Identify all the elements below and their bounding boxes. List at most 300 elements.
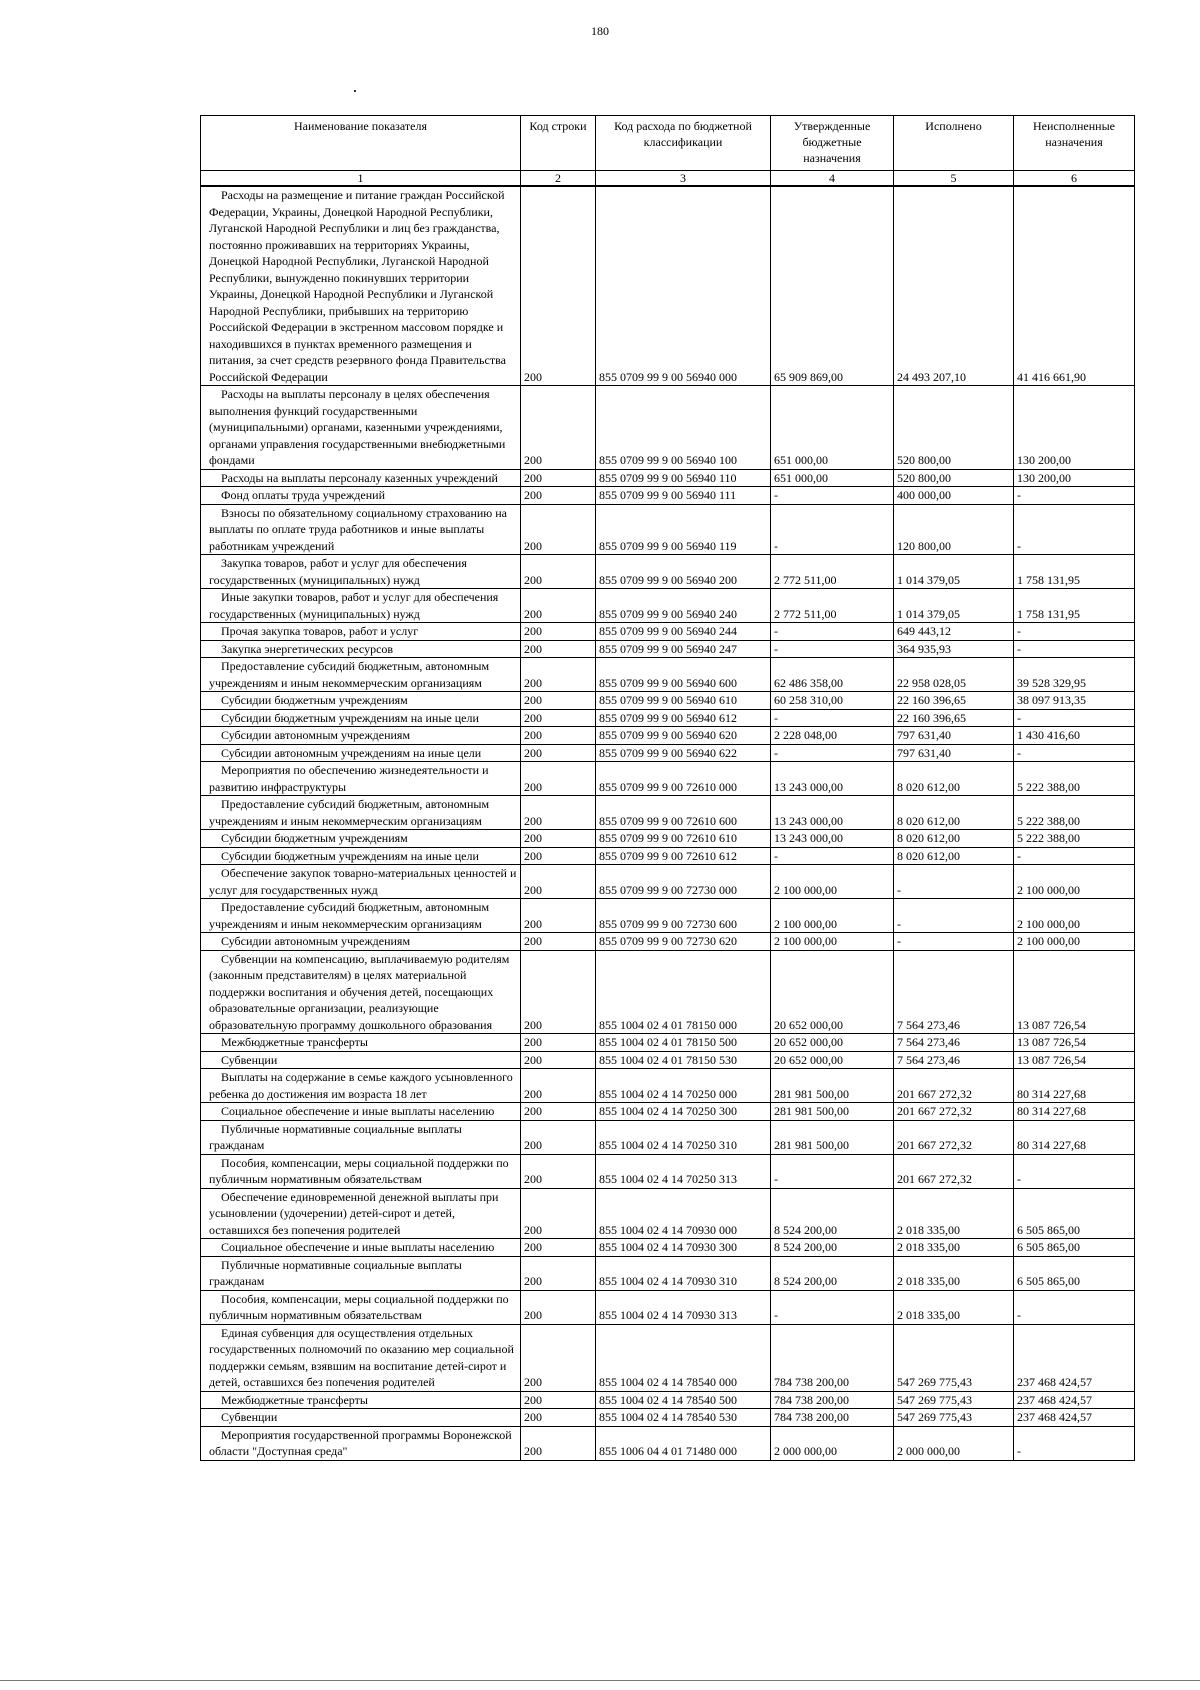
table-row (201, 847, 1135, 865)
row-executed-cell: 120 800,00 (894, 504, 1014, 555)
row-name-cell (201, 1290, 521, 1324)
row-budget-code-cell: 855 0709 99 9 00 56940 622 (596, 744, 771, 762)
row-executed-cell: 547 269 775,43 (894, 1409, 1014, 1427)
row-line-code-cell: 200 (521, 847, 596, 865)
row-budget-code-cell: 855 0709 99 9 00 56940 119 (596, 504, 771, 555)
column-header-approved: Утвержденные бюджетные назначения (771, 116, 894, 171)
row-name-cell (201, 1069, 521, 1103)
row-executed-cell: 22 958 028,05 (894, 658, 1014, 692)
table-row (201, 1069, 1135, 1103)
row-name-text: Предоставление субсидий бюджетным, автономным учреждениям и иным некоммерческим организациям (209, 797, 490, 828)
row-unexecuted-cell: - (1014, 709, 1135, 727)
row-line-code-cell: 200 (521, 1324, 596, 1391)
row-unexecuted-cell: - (1014, 744, 1135, 762)
row-name-cell (201, 692, 521, 710)
row-name-cell (201, 1188, 521, 1239)
row-line-code-cell: 200 (521, 1154, 596, 1188)
row-executed-cell: 7 564 273,46 (894, 950, 1014, 1034)
row-executed-cell: 8 020 612,00 (894, 847, 1014, 865)
row-unexecuted-cell: 80 314 227,68 (1014, 1103, 1135, 1121)
row-name-text: Закупка товаров, работ и услуг для обеспечения государственных (муниципальных) нужд (209, 556, 467, 587)
row-name-text: Публичные нормативные социальные выплаты гражданам (209, 1257, 462, 1288)
row-executed-cell: 2 018 335,00 (894, 1188, 1014, 1239)
row-approved-cell: - (771, 640, 894, 658)
row-executed-cell: 7 564 273,46 (894, 1034, 1014, 1052)
row-budget-code-cell: 855 0709 99 9 00 56940 244 (596, 623, 771, 641)
table-row (201, 1120, 1135, 1154)
scan-speck (354, 90, 356, 92)
row-line-code-cell: 200 (521, 865, 596, 899)
row-name-cell (201, 555, 521, 589)
table-row (201, 709, 1135, 727)
row-approved-cell: 651 000,00 (771, 386, 894, 470)
row-unexecuted-cell: 6 505 865,00 (1014, 1188, 1135, 1239)
row-line-code-cell: 200 (521, 1120, 596, 1154)
table-row (201, 504, 1135, 555)
row-unexecuted-cell: 41 416 661,90 (1014, 186, 1135, 386)
row-executed-cell: 364 935,93 (894, 640, 1014, 658)
row-approved-cell: 2 000 000,00 (771, 1426, 894, 1460)
row-name-text: Субсидии бюджетным учреждениям (221, 831, 408, 845)
row-executed-cell: 2 018 335,00 (894, 1290, 1014, 1324)
row-budget-code-cell: 855 0709 99 9 00 72610 600 (596, 796, 771, 830)
row-name-cell (201, 1034, 521, 1052)
row-executed-cell: 201 667 272,32 (894, 1103, 1014, 1121)
row-name-text: Субсидии автономным учреждениям (221, 728, 411, 742)
row-approved-cell: 784 738 200,00 (771, 1324, 894, 1391)
row-approved-cell: 784 738 200,00 (771, 1409, 894, 1427)
row-unexecuted-cell: 237 468 424,57 (1014, 1324, 1135, 1391)
row-budget-code-cell: 855 1006 04 4 01 71480 000 (596, 1426, 771, 1460)
row-executed-cell: 547 269 775,43 (894, 1391, 1014, 1409)
row-line-code-cell: 200 (521, 386, 596, 470)
row-line-code-cell: 200 (521, 1290, 596, 1324)
row-budget-code-cell: 855 1004 02 4 01 78150 500 (596, 1034, 771, 1052)
row-unexecuted-cell: 237 468 424,57 (1014, 1391, 1135, 1409)
row-budget-code-cell: 855 1004 02 4 14 70250 300 (596, 1103, 771, 1121)
row-name-text: Субсидии бюджетным учреждениям на иные цели (221, 710, 479, 725)
row-approved-cell: 20 652 000,00 (771, 1051, 894, 1069)
row-approved-cell: 2 100 000,00 (771, 933, 894, 951)
row-line-code-cell: 200 (521, 709, 596, 727)
row-budget-code-cell: 855 1004 02 4 14 70930 000 (596, 1188, 771, 1239)
table-row (201, 933, 1135, 951)
table-row (201, 1154, 1135, 1188)
row-unexecuted-cell: 237 468 424,57 (1014, 1409, 1135, 1427)
row-name-text: Субсидии автономным учреждениям (221, 934, 411, 948)
row-approved-cell: - (771, 709, 894, 727)
table-row (201, 950, 1135, 1034)
column-number: 4 (771, 171, 894, 187)
row-line-code-cell: 200 (521, 1069, 596, 1103)
row-name-cell (201, 899, 521, 933)
row-line-code-cell: 200 (521, 744, 596, 762)
row-executed-cell: 201 667 272,32 (894, 1120, 1014, 1154)
row-name-cell (201, 865, 521, 899)
row-executed-cell: 2 000 000,00 (894, 1426, 1014, 1460)
row-line-code-cell: 200 (521, 623, 596, 641)
row-name-text: Пособия, компенсации, меры социальной поддержки по публичным нормативным обязательствам (209, 1155, 509, 1186)
column-number: 2 (521, 171, 596, 187)
table-row (201, 744, 1135, 762)
row-name-text: Публичные нормативные социальные выплаты гражданам (209, 1121, 462, 1152)
row-name-text: Субсидии бюджетным учреждениям (221, 693, 408, 707)
row-unexecuted-cell: 1 430 416,60 (1014, 727, 1135, 745)
row-line-code-cell: 200 (521, 1034, 596, 1052)
table-row (201, 762, 1135, 796)
column-header-unexecuted: Неисполненные назначения (1014, 116, 1135, 171)
row-name-cell (201, 469, 521, 487)
row-executed-cell: 201 667 272,32 (894, 1154, 1014, 1188)
row-approved-cell: - (771, 744, 894, 762)
row-name-text: Расходы на выплаты персоналу в целях обеспечения выполнения функций государственными (муниципальными) органами, казенными учреждениями, органами управления государственными внебюджетными фондами (209, 387, 506, 467)
row-unexecuted-cell: - (1014, 1290, 1135, 1324)
row-executed-cell: 520 800,00 (894, 386, 1014, 470)
row-name-text: Субсидии автономным учреждениям на иные цели (221, 745, 482, 760)
row-approved-cell: 651 000,00 (771, 469, 894, 487)
row-line-code-cell: 200 (521, 1256, 596, 1290)
row-unexecuted-cell: 38 097 913,35 (1014, 692, 1135, 710)
row-approved-cell: 2 772 511,00 (771, 555, 894, 589)
row-unexecuted-cell: 1 758 131,95 (1014, 555, 1135, 589)
row-line-code-cell: 200 (521, 899, 596, 933)
row-name-text: Единая субвенция для осуществления отдельных государственных полномочий по оказанию мер социальной поддержки семьям, взявшим на воспитание детей-сирот и детей, оставшихся без попечения родителей (209, 1325, 514, 1389)
row-unexecuted-cell: 13 087 726,54 (1014, 1034, 1135, 1052)
row-executed-cell: 8 020 612,00 (894, 796, 1014, 830)
table-body (201, 186, 1135, 1460)
row-line-code-cell: 200 (521, 504, 596, 555)
row-unexecuted-cell: 13 087 726,54 (1014, 950, 1135, 1034)
row-unexecuted-cell: - (1014, 1426, 1135, 1460)
row-budget-code-cell: 855 0709 99 9 00 56940 100 (596, 386, 771, 470)
column-header-name: Наименование показателя (201, 116, 521, 171)
row-unexecuted-cell: - (1014, 847, 1135, 865)
row-unexecuted-cell: 80 314 227,68 (1014, 1120, 1135, 1154)
row-name-cell (201, 1256, 521, 1290)
table-row (201, 1034, 1135, 1052)
row-unexecuted-cell: 5 222 388,00 (1014, 762, 1135, 796)
row-executed-cell: 8 020 612,00 (894, 762, 1014, 796)
row-name-cell (201, 589, 521, 623)
row-budget-code-cell: 855 0709 99 9 00 72610 000 (596, 762, 771, 796)
table-row (201, 386, 1135, 470)
row-approved-cell: - (771, 504, 894, 555)
row-name-cell (201, 186, 521, 386)
column-header-executed: Исполнено (894, 116, 1014, 171)
column-number-row (201, 171, 1135, 187)
table-row (201, 589, 1135, 623)
row-approved-cell: 13 243 000,00 (771, 796, 894, 830)
row-unexecuted-cell: 2 100 000,00 (1014, 865, 1135, 899)
row-budget-code-cell: 855 1004 02 4 01 78150 530 (596, 1051, 771, 1069)
row-name-text: Мероприятия государственной программы Воронежской области "Доступная среда" (209, 1427, 512, 1458)
row-line-code-cell: 200 (521, 1051, 596, 1069)
row-name-cell (201, 1426, 521, 1460)
row-unexecuted-cell: 80 314 227,68 (1014, 1069, 1135, 1103)
row-budget-code-cell: 855 0709 99 9 00 56940 600 (596, 658, 771, 692)
row-budget-code-cell: 855 0709 99 9 00 56940 000 (596, 186, 771, 386)
row-unexecuted-cell: 5 222 388,00 (1014, 830, 1135, 848)
table-row (201, 865, 1135, 899)
table-row (201, 899, 1135, 933)
row-approved-cell: 20 652 000,00 (771, 1034, 894, 1052)
row-name-text: Мероприятия по обеспечению жизнедеятельности и развитию инфраструктуры (209, 763, 489, 794)
row-approved-cell: 8 524 200,00 (771, 1188, 894, 1239)
row-budget-code-cell: 855 1004 02 4 14 70250 313 (596, 1154, 771, 1188)
row-executed-cell: 1 014 379,05 (894, 555, 1014, 589)
table-row (201, 727, 1135, 745)
row-unexecuted-cell: - (1014, 623, 1135, 641)
row-line-code-cell: 200 (521, 487, 596, 505)
row-budget-code-cell: 855 0709 99 9 00 72610 610 (596, 830, 771, 848)
row-name-text: Субвенции (221, 1052, 278, 1067)
row-name-cell (201, 744, 521, 762)
row-line-code-cell: 200 (521, 469, 596, 487)
table-row (201, 1391, 1135, 1409)
row-name-cell (201, 1239, 521, 1257)
row-name-text: Расходы на выплаты персоналу казенных учреждений (221, 470, 498, 485)
table-row (201, 830, 1135, 848)
row-line-code-cell: 200 (521, 555, 596, 589)
row-approved-cell: 8 524 200,00 (771, 1256, 894, 1290)
row-name-text: Пособия, компенсации, меры социальной поддержки по публичным нормативным обязательствам (209, 1291, 509, 1322)
row-line-code-cell: 200 (521, 830, 596, 848)
row-line-code-cell: 200 (521, 1426, 596, 1460)
row-name-text: Иные закупки товаров, работ и услуг для обеспечения государственных (муниципальных) нужд (209, 590, 499, 621)
scan-edge-line (0, 1680, 1200, 1681)
row-approved-cell: 2 772 511,00 (771, 589, 894, 623)
row-approved-cell: 65 909 869,00 (771, 186, 894, 386)
row-line-code-cell: 200 (521, 933, 596, 951)
row-executed-cell: 201 667 272,32 (894, 1069, 1014, 1103)
table-row (201, 1256, 1135, 1290)
row-approved-cell: 281 981 500,00 (771, 1120, 894, 1154)
row-budget-code-cell: 855 0709 99 9 00 56940 111 (596, 487, 771, 505)
column-number: 3 (596, 171, 771, 187)
table-row (201, 658, 1135, 692)
row-executed-cell: 7 564 273,46 (894, 1051, 1014, 1069)
row-approved-cell: 8 524 200,00 (771, 1239, 894, 1257)
row-approved-cell: 60 258 310,00 (771, 692, 894, 710)
row-name-cell (201, 386, 521, 470)
row-executed-cell: 520 800,00 (894, 469, 1014, 487)
row-approved-cell: - (771, 1154, 894, 1188)
row-name-cell (201, 950, 521, 1034)
table-row (201, 623, 1135, 641)
row-budget-code-cell: 855 0709 99 9 00 56940 240 (596, 589, 771, 623)
row-approved-cell: - (771, 1290, 894, 1324)
row-line-code-cell: 200 (521, 1188, 596, 1239)
row-approved-cell: 13 243 000,00 (771, 830, 894, 848)
row-approved-cell: 20 652 000,00 (771, 950, 894, 1034)
column-number: 6 (1014, 171, 1135, 187)
row-approved-cell: 281 981 500,00 (771, 1069, 894, 1103)
row-budget-code-cell: 855 1004 02 4 14 78540 530 (596, 1409, 771, 1427)
row-line-code-cell: 200 (521, 640, 596, 658)
row-executed-cell: 24 493 207,10 (894, 186, 1014, 386)
row-executed-cell: 2 018 335,00 (894, 1239, 1014, 1257)
row-budget-code-cell: 855 1004 02 4 14 78540 500 (596, 1391, 771, 1409)
row-budget-code-cell: 855 0709 99 9 00 72610 612 (596, 847, 771, 865)
row-line-code-cell: 200 (521, 692, 596, 710)
row-budget-code-cell: 855 1004 02 4 14 70930 310 (596, 1256, 771, 1290)
row-unexecuted-cell: 1 758 131,95 (1014, 589, 1135, 623)
row-name-text: Субвенции на компенсацию, выплачиваемую родителям (законным представителям) в целях материальной поддержки воспитания и обучения детей, посещающих образовательные организации, реализующие образовательную программу дошкольного образования (209, 951, 510, 1032)
row-line-code-cell: 200 (521, 186, 596, 386)
row-executed-cell: 400 000,00 (894, 487, 1014, 505)
column-header-line-code: Код строки (521, 116, 596, 171)
row-name-text: Предоставление субсидий бюджетным, автономным учреждениям и иным некоммерческим организациям (209, 659, 490, 690)
row-name-cell (201, 640, 521, 658)
row-budget-code-cell: 855 0709 99 9 00 72730 620 (596, 933, 771, 951)
row-name-cell (201, 504, 521, 555)
row-budget-code-cell: 855 1004 02 4 14 78540 000 (596, 1324, 771, 1391)
row-name-text: Субсидии бюджетным учреждениям на иные цели (221, 848, 479, 863)
row-name-cell (201, 1324, 521, 1391)
row-unexecuted-cell: 130 200,00 (1014, 469, 1135, 487)
row-executed-cell: 22 160 396,65 (894, 692, 1014, 710)
table-row (201, 555, 1135, 589)
row-approved-cell: 784 738 200,00 (771, 1391, 894, 1409)
row-budget-code-cell: 855 0709 99 9 00 56940 247 (596, 640, 771, 658)
table-row (201, 692, 1135, 710)
row-budget-code-cell: 855 0709 99 9 00 72730 000 (596, 865, 771, 899)
row-name-cell (201, 1051, 521, 1069)
row-name-cell (201, 1103, 521, 1121)
row-name-text: Закупка энергетических ресурсов (221, 641, 394, 656)
row-name-cell (201, 762, 521, 796)
row-approved-cell: - (771, 847, 894, 865)
row-approved-cell: 13 243 000,00 (771, 762, 894, 796)
row-executed-cell: 797 631,40 (894, 744, 1014, 762)
column-number: 1 (201, 171, 521, 187)
row-name-cell (201, 623, 521, 641)
page-number: 180 (591, 24, 609, 38)
row-approved-cell: 2 228 048,00 (771, 727, 894, 745)
table-row (201, 1426, 1135, 1460)
row-budget-code-cell: 855 0709 99 9 00 56940 110 (596, 469, 771, 487)
row-name-cell (201, 487, 521, 505)
row-line-code-cell: 200 (521, 1239, 596, 1257)
row-name-cell (201, 933, 521, 951)
row-line-code-cell: 200 (521, 1391, 596, 1409)
table-row (201, 1239, 1135, 1257)
row-approved-cell: - (771, 623, 894, 641)
row-line-code-cell: 200 (521, 1409, 596, 1427)
row-unexecuted-cell: 5 222 388,00 (1014, 796, 1135, 830)
table-row (201, 1188, 1135, 1239)
row-executed-cell: - (894, 933, 1014, 951)
row-name-cell (201, 1409, 521, 1427)
row-unexecuted-cell: 2 100 000,00 (1014, 899, 1135, 933)
row-line-code-cell: 200 (521, 762, 596, 796)
row-executed-cell: 8 020 612,00 (894, 830, 1014, 848)
row-unexecuted-cell: - (1014, 640, 1135, 658)
row-approved-cell: 62 486 358,00 (771, 658, 894, 692)
row-name-cell (201, 658, 521, 692)
row-budget-code-cell: 855 0709 99 9 00 56940 612 (596, 709, 771, 727)
row-approved-cell: 2 100 000,00 (771, 865, 894, 899)
table-row (201, 1409, 1135, 1427)
row-unexecuted-cell: 130 200,00 (1014, 386, 1135, 470)
table-row (201, 186, 1135, 386)
row-budget-code-cell: 855 0709 99 9 00 56940 200 (596, 555, 771, 589)
row-executed-cell: 1 014 379,05 (894, 589, 1014, 623)
row-name-text: Межбюджетные трансферты (221, 1392, 368, 1407)
row-line-code-cell: 200 (521, 727, 596, 745)
row-approved-cell: 2 100 000,00 (771, 899, 894, 933)
row-line-code-cell: 200 (521, 658, 596, 692)
row-name-text: Субвенции (221, 1410, 278, 1424)
row-line-code-cell: 200 (521, 796, 596, 830)
row-name-cell (201, 1391, 521, 1409)
row-unexecuted-cell: 2 100 000,00 (1014, 933, 1135, 951)
row-budget-code-cell: 855 1004 02 4 01 78150 000 (596, 950, 771, 1034)
column-header-budget-code: Код расхода по бюджетной классификации (596, 116, 771, 171)
row-name-cell (201, 709, 521, 727)
row-executed-cell: 797 631,40 (894, 727, 1014, 745)
budget-execution-table (200, 115, 1135, 1461)
row-name-text: Фонд оплаты труда учреждений (221, 488, 385, 502)
row-budget-code-cell: 855 1004 02 4 14 70930 313 (596, 1290, 771, 1324)
row-line-code-cell: 200 (521, 1103, 596, 1121)
row-name-cell (201, 727, 521, 745)
row-unexecuted-cell: 6 505 865,00 (1014, 1239, 1135, 1257)
row-budget-code-cell: 855 1004 02 4 14 70930 300 (596, 1239, 771, 1257)
row-unexecuted-cell: - (1014, 487, 1135, 505)
row-line-code-cell: 200 (521, 950, 596, 1034)
row-unexecuted-cell: 39 528 329,95 (1014, 658, 1135, 692)
table-row (201, 1324, 1135, 1391)
row-budget-code-cell: 855 0709 99 9 00 72730 600 (596, 899, 771, 933)
row-name-text: Прочая закупка товаров, работ и услуг (221, 624, 419, 638)
row-line-code-cell: 200 (521, 589, 596, 623)
row-name-text: Выплаты на содержание в семье каждого усыновленного ребенка до достижения им возраста 18 лет (209, 1070, 513, 1101)
row-unexecuted-cell: 6 505 865,00 (1014, 1256, 1135, 1290)
row-budget-code-cell: 855 1004 02 4 14 70250 310 (596, 1120, 771, 1154)
row-unexecuted-cell: - (1014, 504, 1135, 555)
row-executed-cell: - (894, 899, 1014, 933)
row-name-text: Социальное обеспечение и иные выплаты населению (221, 1104, 495, 1118)
table-row (201, 469, 1135, 487)
row-name-text: Обеспечение закупок товарно-материальных ценностей и услуг для государственных нужд (209, 866, 517, 897)
table-row (201, 796, 1135, 830)
row-name-text: Предоставление субсидий бюджетным, автономным учреждениям и иным некоммерческим организациям (209, 900, 490, 931)
row-executed-cell: 649 443,12 (894, 623, 1014, 641)
row-name-text: Социальное обеспечение и иные выплаты населению (221, 1240, 495, 1254)
row-executed-cell: 2 018 335,00 (894, 1256, 1014, 1290)
table-row (201, 487, 1135, 505)
row-executed-cell: 547 269 775,43 (894, 1324, 1014, 1391)
table-row (201, 1051, 1135, 1069)
row-budget-code-cell: 855 1004 02 4 14 70250 000 (596, 1069, 771, 1103)
row-executed-cell: - (894, 865, 1014, 899)
table-row (201, 1103, 1135, 1121)
row-budget-code-cell: 855 0709 99 9 00 56940 610 (596, 692, 771, 710)
table-row (201, 640, 1135, 658)
row-name-text: Взносы по обязательному социальному страхованию на выплаты по оплате труда работников и иные выплаты работникам учреждений (209, 505, 508, 553)
row-name-text: Межбюджетные трансферты (221, 1035, 368, 1049)
row-unexecuted-cell: 13 087 726,54 (1014, 1051, 1135, 1069)
row-name-cell (201, 847, 521, 865)
table-row (201, 1290, 1135, 1324)
row-name-text: Расходы на размещение и питание граждан Российской Федерации, Украины, Донецкой Народной Республики, Луганской Народной Республики и лиц без гражданства, постоянно проживавших на территориях Украины, Донецкой Народной Республики, Луганской Народной Республики, вынужденно покинувших территории Украины, Донецкой Народной Республики и Луганской Народной Республики, прибывших на территорию Российской Федерации в экстренном массовом порядке и находившихся в пунктах временного размещения и питания, за счет средств резервного фонда Правительства Российской Федерации (209, 188, 506, 384)
row-unexecuted-cell: - (1014, 1154, 1135, 1188)
row-name-text: Обеспечение единовременной денежной выплаты при усыновлении (удочерении) детей-сирот и детей, оставшихся без попечения родителей (209, 1189, 499, 1237)
row-executed-cell: 22 160 396,65 (894, 709, 1014, 727)
row-name-cell (201, 796, 521, 830)
row-budget-code-cell: 855 0709 99 9 00 56940 620 (596, 727, 771, 745)
